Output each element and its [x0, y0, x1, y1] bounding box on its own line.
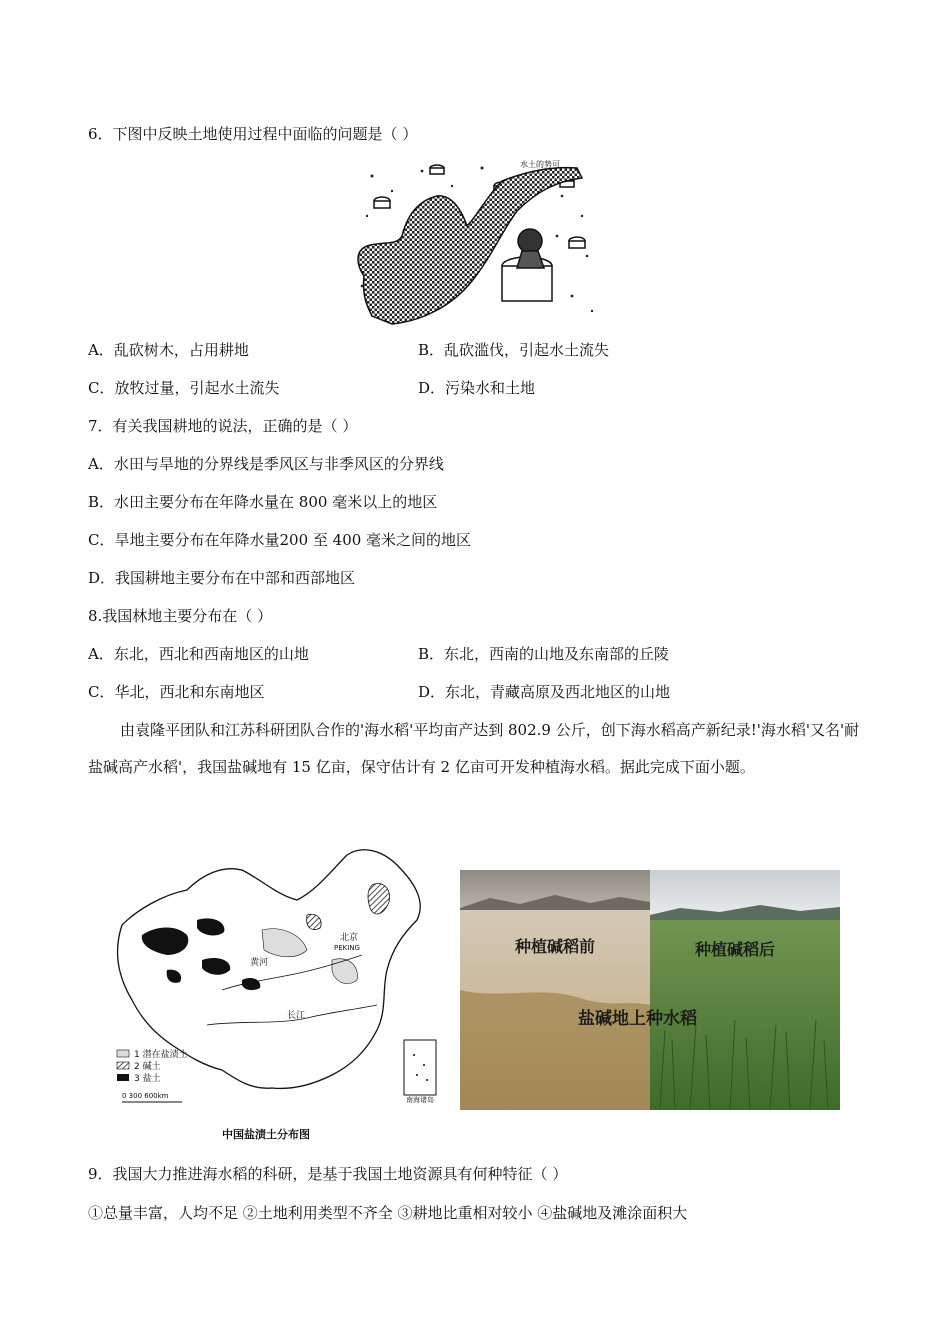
q8-option-d: D．东北，青藏高原及西北地区的山地: [418, 683, 671, 701]
q9-statements: ①总量丰富，人均不足 ②土地利用类型不齐全 ③耕地比重相对较小 ④盐碱地及滩涂面积大: [88, 1204, 688, 1222]
q6-option-d: D．污染水和土地: [418, 379, 536, 397]
q7-stem: 7．有关我国耕地的说法，正确的是（ ）: [88, 417, 358, 435]
photo-label-before: 种植碱稻前: [515, 937, 596, 956]
map-label-changjiang: 长江: [287, 1011, 306, 1021]
q7-option-a: A．水田与旱地的分界线是季风区与非季风区的分界线: [88, 455, 444, 473]
q6-option-c: C．放牧过量，引起水土流失: [88, 379, 280, 397]
reading-passage: 由袁隆平团队和江苏科研团队合作的'海水稻'平均亩产达到 802.9 公斤，创下海水稻高产新纪录!'海水稻'又名'耐盐碱高产水稻'，我国盐碱地有 15 亿亩，保守估计有 2 亿亩可开发种植海水稻。据此完成下面小题。: [88, 721, 860, 776]
soil-erosion-cartoon: [352, 156, 602, 326]
map-label-huanghe: 黄河: [250, 958, 269, 968]
legend-potential-saline: 1 潜在盐渍土: [134, 1050, 188, 1060]
legend-alkali: 2 碱土: [134, 1062, 161, 1072]
q7-option-d: D．我国耕地主要分布在中部和西部地区: [88, 569, 356, 587]
q6-stem: 6．下图中反映土地使用过程中面临的问题是（ ）: [88, 125, 418, 143]
q7-option-c: C．旱地主要分布在年降水量200 至 400 毫米之间的地区: [88, 531, 472, 549]
q9-stem: 9．我国大力推进海水稻的科研，是基于我国土地资源具有何种特征（ ）: [88, 1165, 568, 1183]
q6-option-a: A．乱砍树木，占用耕地: [88, 341, 249, 359]
photo-label-after: 种植碱稻后: [695, 940, 776, 959]
map-label-beijing: 北京: [340, 933, 359, 943]
saline-rice-photo: [460, 870, 840, 1110]
q8-option-b: B．东北，西南的山地及东南部的丘陵: [418, 645, 670, 663]
q8-option-c: C．华北，西北和东南地区: [88, 683, 265, 701]
map-title: 中国盐渍土分布图: [222, 1128, 310, 1141]
q8-option-a: A．东北，西北和西南地区的山地: [88, 645, 309, 663]
legend-saline: 3 盐土: [134, 1074, 161, 1084]
china-saline-soil-map: [102, 840, 442, 1145]
q7-option-b: B．水田主要分布在年降水量在 800 毫米以上的地区: [88, 493, 438, 511]
map-label-peking: PEKING: [334, 944, 360, 952]
map-label-nanhai: 南海诸岛: [406, 1096, 434, 1104]
cartoon-caption: 水土的势可: [520, 160, 560, 169]
q8-stem: 8.我国林地主要分布在（ ）: [88, 607, 273, 625]
map-scale: 0 300 600km: [122, 1092, 169, 1100]
photo-caption: 盐碱地上种水稻: [578, 1009, 697, 1029]
q6-option-b: B．乱砍滥伐，引起水土流失: [418, 341, 610, 359]
